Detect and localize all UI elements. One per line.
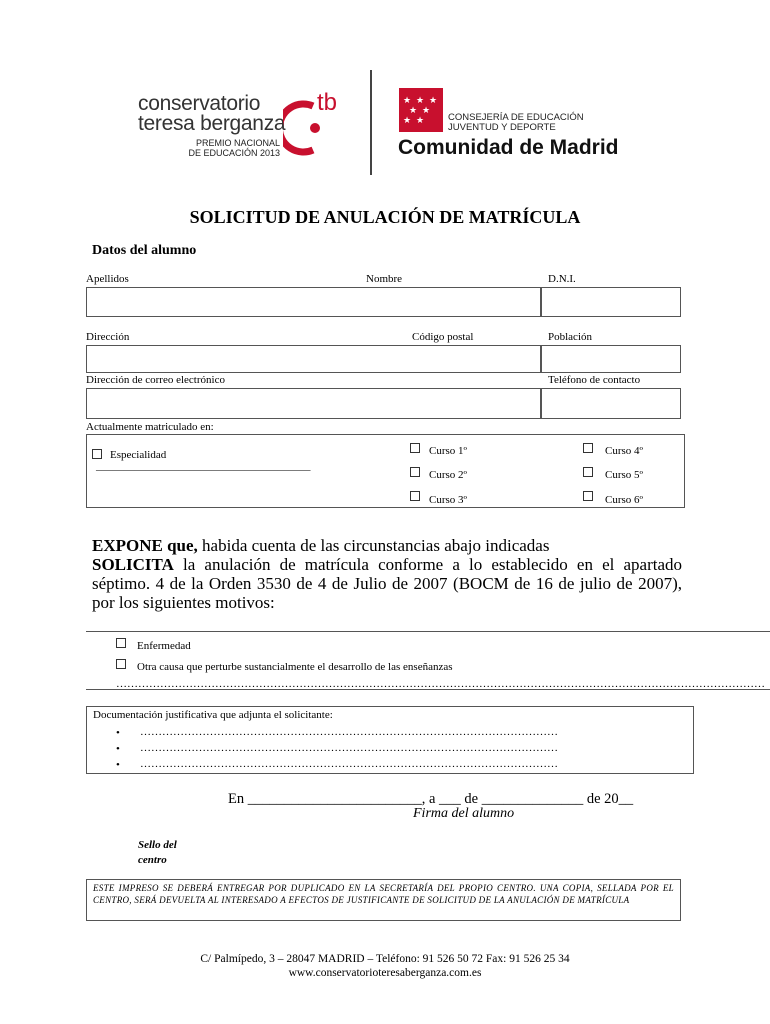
telefono-label: Teléfono de contacto (548, 374, 641, 386)
comunidad-madrid-text: Comunidad de Madrid (398, 136, 619, 159)
expone-rest: habida cuenta de las circunstancias abajo indicadas (197, 536, 550, 555)
firma-alumno-label: Firma del alumno (413, 806, 515, 821)
solicita-bold: SOLICITA (92, 555, 174, 574)
especialidad-line: _______________________________________ (96, 460, 311, 472)
sello-centro-label (138, 838, 177, 868)
motivos-top-border (86, 631, 770, 632)
otra-causa-dots[interactable]: …………………………………………………………………………………………………………………………………………………………… (116, 678, 765, 690)
telefono-field[interactable] (541, 388, 681, 419)
doc-line-3[interactable]: …………………………………………………………………………………………………… (140, 758, 558, 770)
enfermedad-label: Enfermedad (137, 640, 191, 652)
entrega-notice: ESTE IMPRESO SE DEBERÁ ENTREGAR POR DUPLICADO EN LA SECRETARÍA DEL PROPIO CENTRO. UNA COPIA, SELLADA POR EL CENTRO, SERÁ DEVUELTA AL INTERESADO A EFECTOS DE JUSTIFICANTE DE SOLICITUD DE LA ANULACIÓN DE MATRÍCULA (86, 879, 681, 921)
curso-4-label: Curso 4º (605, 445, 643, 457)
tb-mark: tb (317, 89, 338, 116)
fecha-lugar-line[interactable]: En ________________________, a ___ de ______________ de 20__ (228, 791, 634, 807)
conservatorio-logo-text (138, 94, 285, 134)
expone-paragraph (92, 536, 682, 612)
curso-1-label: Curso 1º (429, 445, 467, 457)
especialidad-checkbox[interactable] (92, 449, 102, 459)
doc-line-1[interactable]: …………………………………………………………………………………………………… (140, 726, 558, 738)
matriculado-label: Actualmente matriculado en: (86, 421, 214, 433)
curso-3-label: Curso 3º (429, 494, 467, 506)
conservatorio-line2: teresa berganza (138, 112, 286, 135)
doc-line-2[interactable]: …………………………………………………………………………………………………… (140, 742, 558, 754)
direccion-field[interactable] (86, 345, 541, 373)
expone-bold: EXPONE que, (92, 536, 198, 555)
dni-field[interactable] (541, 287, 681, 317)
footer-address: C/ Palmípedo, 3 – 28047 MADRID – Teléfono: 91 526 50 72 Fax: 91 526 25 34 (200, 953, 570, 965)
direccion-label: Dirección (86, 331, 130, 343)
doc-bullet-2: • (116, 743, 120, 755)
premio-line2: DE EDUCACIÓN 2013 (188, 148, 280, 158)
curso-6-checkbox[interactable] (583, 491, 593, 501)
apellidos-nombre-field[interactable] (86, 287, 541, 317)
curso-1-checkbox[interactable] (410, 443, 420, 453)
doc-bullet-3: • (116, 759, 120, 771)
page-title: SOLICITUD DE ANULACIÓN DE MATRÍCULA (189, 207, 581, 227)
consejeria-line2: JUVENTUD Y DEPORTE (448, 122, 556, 133)
poblacion-label: Población (548, 331, 592, 343)
footer-web: www.conservatorioteresaberganza.com.es (288, 967, 482, 979)
premio-nacional (180, 138, 280, 158)
conservatorio-line1: conservatorio (138, 92, 261, 115)
otra-causa-label: Otra causa que perturbe sustancialmente el desarrollo de las enseñanzas (137, 661, 453, 673)
sello-line1: Sello del (138, 839, 177, 851)
nombre-label: Nombre (366, 273, 403, 285)
curso-2-label: Curso 2º (429, 469, 467, 481)
curso-4-checkbox[interactable] (583, 443, 593, 453)
correo-field[interactable] (86, 388, 541, 419)
tb-logo-icon (283, 88, 358, 160)
premio-line1: PREMIO NACIONAL (195, 138, 280, 148)
sello-line2: centro (138, 854, 167, 866)
otra-causa-checkbox[interactable] (116, 659, 126, 669)
correo-label: Dirección de correo electrónico (86, 374, 225, 386)
poblacion-field[interactable] (541, 345, 681, 373)
doc-bullet-1: • (116, 727, 120, 739)
apellidos-label: Apellidos (86, 273, 129, 285)
documentacion-heading: Documentación justificativa que adjunta el solicitante: (93, 709, 333, 721)
curso-5-label: Curso 5º (605, 469, 643, 481)
datos-heading: Datos del alumno (92, 243, 197, 258)
madrid-flag-icon: ★ ★ ★ ★ ★ ★ ★ (399, 88, 443, 132)
curso-6-label: Curso 6º (605, 494, 643, 506)
dni-label: D.N.I. (548, 273, 576, 285)
curso-2-checkbox[interactable] (410, 467, 420, 477)
consejeria-line1: CONSEJERÍA DE EDUCACIÓN (448, 112, 584, 123)
header-divider (370, 70, 372, 175)
curso-5-checkbox[interactable] (583, 467, 593, 477)
enfermedad-checkbox[interactable] (116, 638, 126, 648)
curso-3-checkbox[interactable] (410, 491, 420, 501)
codigo-postal-label: Código postal (412, 331, 474, 343)
motivos-bottom-border (86, 689, 770, 690)
consejeria-text (448, 113, 584, 133)
solicita-rest: la anulación de matrícula conforme a lo establecido en el apartado séptimo. 4 de la Orden 3530 de 4 de Julio de 2007 (BOCM de 16 de julio de 2007), por los siguientes motivos: (92, 555, 682, 612)
especialidad-label: Especialidad (110, 449, 167, 461)
